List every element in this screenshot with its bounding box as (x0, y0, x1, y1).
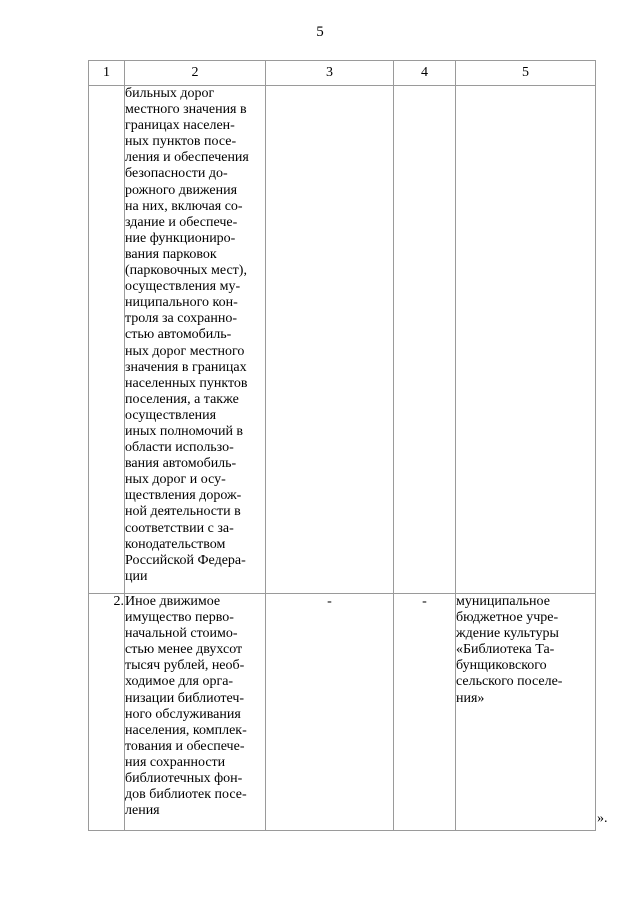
text-line: рожного движения (125, 182, 238, 198)
text-line: границах населен- (125, 118, 235, 134)
text-line: ных дорог и осу- (125, 472, 226, 488)
header-col-2: 2 (125, 61, 266, 86)
text-line: тования и обеспече- (125, 738, 245, 754)
item-description-cell (125, 594, 266, 831)
header-col-5: 5 (456, 61, 596, 86)
text-line: населения, комплек- (125, 722, 247, 738)
text-line: осуществления му- (125, 279, 241, 295)
text-line: ния» (456, 690, 485, 706)
text-line: тысяч рублей, необ- (125, 658, 245, 674)
text-line: «Библиотека Та- (456, 642, 555, 658)
table-row-item-2 (89, 594, 596, 831)
text-line: ходимое для орга- (125, 674, 234, 690)
text-line: (парковочных мест), (125, 263, 247, 279)
text-line: области использо- (125, 440, 234, 456)
row-number: 2. (89, 594, 125, 831)
text-line: ществления дорож- (125, 488, 242, 504)
header-col-4: 4 (394, 61, 456, 86)
empty-cell (89, 86, 125, 594)
text-line: населенных пунктов (125, 375, 248, 391)
text-line: здание и обеспече- (125, 214, 238, 230)
col3-dash: - (266, 594, 394, 831)
text-line: конодательством (125, 536, 226, 552)
text-line: безопасности до- (125, 166, 228, 182)
property-table (88, 60, 596, 831)
closing-quote-mark: ». (597, 811, 608, 826)
text-line: бунщиковского (456, 658, 547, 674)
empty-cell (394, 86, 456, 594)
text-line: бильных дорог (125, 86, 215, 101)
text-line: стью менее двухсот (125, 642, 243, 658)
header-col-3: 3 (266, 61, 394, 86)
institution-cell (456, 594, 596, 831)
text-line: дов библиотек посе- (125, 787, 247, 803)
text-line: начальной стоимо- (125, 626, 238, 642)
continuation-description-cell (125, 86, 266, 594)
text-line: иных полномочий в (125, 423, 244, 439)
text-line: ления и обеспечения (125, 150, 249, 166)
text-line: соответствии с за- (125, 520, 234, 536)
col4-dash: - (394, 594, 456, 831)
empty-cell (456, 86, 596, 594)
text-line: на них, включая со- (125, 198, 243, 214)
text-line: ных дорог местного (125, 343, 245, 359)
text-line: бюджетное учре- (456, 610, 559, 626)
text-line: ния сохранности (125, 754, 226, 770)
text-line: Российской Федера- (125, 552, 246, 568)
text-line: ции (125, 568, 148, 584)
text-line: ние функциониро- (125, 230, 236, 246)
table-header-row (89, 61, 596, 86)
text-line: ления (125, 803, 160, 819)
text-line: ниципального кон- (125, 295, 238, 311)
table-row-continuation (89, 86, 596, 594)
text-line: библиотечных фон- (125, 771, 243, 787)
text-line: ждение культуры (456, 626, 559, 642)
text-line: вания парковок (125, 246, 217, 262)
text-line: осуществления (125, 407, 217, 423)
text-line: вания автомобиль- (125, 456, 237, 472)
text-line: ных пунктов посе- (125, 134, 237, 150)
text-line: сельского поселе- (456, 674, 563, 690)
text-line: низации библиотеч- (125, 690, 245, 706)
page-number: 5 (316, 24, 324, 40)
header-col-1: 1 (89, 61, 125, 86)
text-line: ной деятельности в (125, 504, 241, 520)
text-line: стью автомобиль- (125, 327, 232, 343)
text-line: имущество перво- (125, 610, 234, 626)
text-line: муниципальное (456, 594, 550, 609)
text-line: значения в границах (125, 359, 247, 375)
text-line: поселения, а также (125, 391, 239, 407)
text-line: троля за сохранно- (125, 311, 237, 327)
empty-cell (266, 86, 394, 594)
text-line: ного обслуживания (125, 706, 241, 722)
text-line: Иное движимое (125, 594, 221, 609)
text-line: местного значения в (125, 102, 247, 118)
